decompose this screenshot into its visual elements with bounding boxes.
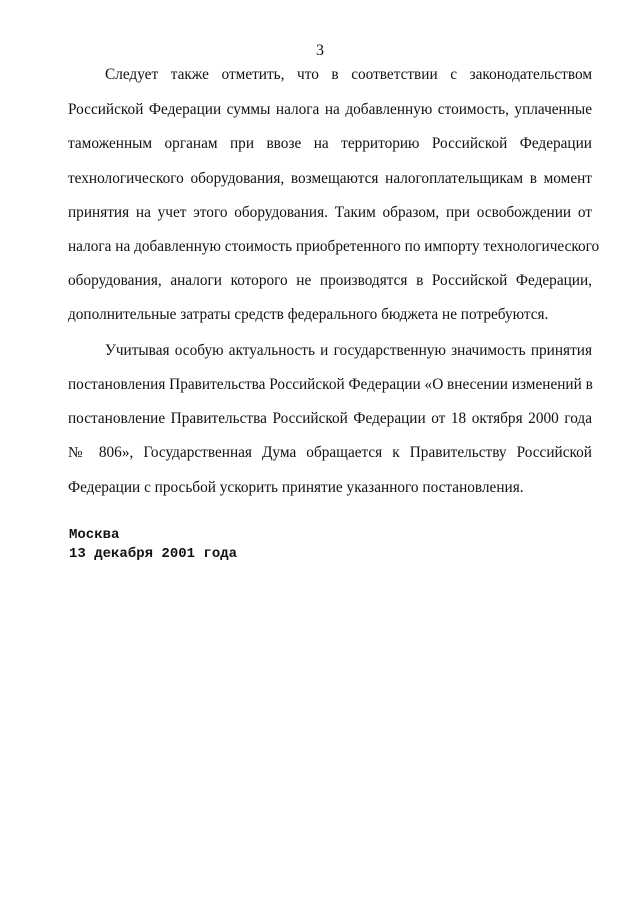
page-number: 3 — [316, 42, 324, 59]
paragraph-1-line: принятия на учет этого оборудования. Таким образом, при освобождении от — [68, 204, 592, 221]
paragraph-2-line: постановления Правительства Российской Федерации «О внесении изменений в — [68, 376, 593, 393]
paragraph-1-line: оборудования, аналоги которого не производятся в Российской Федерации, — [68, 272, 592, 289]
paragraph-1-line: Следует также отметить, что в соответствии с законодательством — [105, 66, 592, 83]
paragraph-2-line: № 806», Государственная Дума обращается к Правительству Российской — [68, 444, 592, 461]
paragraph-2-line: постановление Правительства Российской Федерации от 18 октября 2000 года — [68, 410, 592, 427]
signature-city: Москва — [69, 527, 120, 543]
paragraph-1-line: налога на добавленную стоимость приобретенного по импорту технологического — [68, 238, 600, 255]
paragraph-1-line: дополнительные затраты средств федерального бюджета не потребуются. — [68, 306, 549, 323]
paragraph-1-line: технологического оборудования, возмещаются налогоплательщикам в момент — [68, 170, 592, 187]
paragraph-2-line: Федерации с просьбой ускорить принятие указанного постановления. — [68, 479, 524, 496]
paragraph-1-line: таможенным органам при ввозе на территорию Российской Федерации — [68, 135, 592, 152]
paragraph-1-line: Российской Федерации суммы налога на добавленную стоимость, уплаченные — [68, 101, 592, 118]
signature-date: 13 декабря 2001 года — [69, 546, 238, 562]
paragraph-2-line: Учитывая особую актуальность и государственную значимость принятия — [105, 342, 592, 359]
